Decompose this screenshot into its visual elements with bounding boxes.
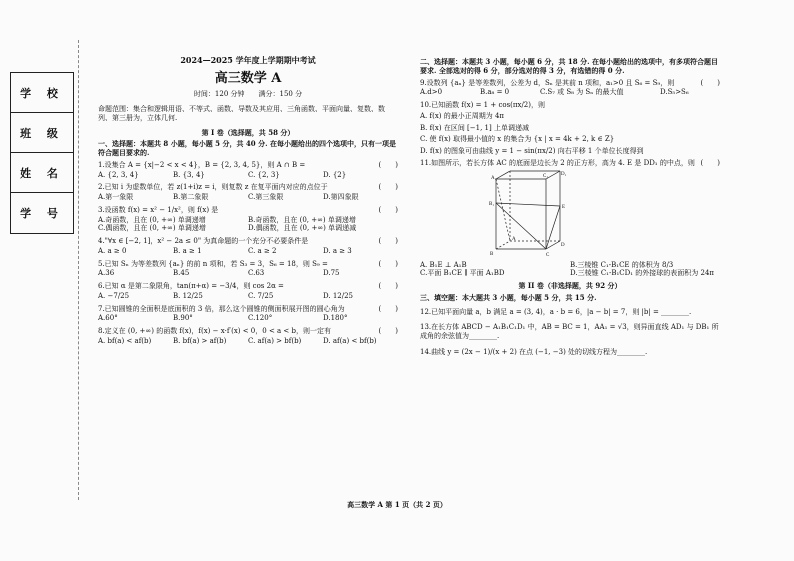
cuboid-diagram <box>488 169 568 259</box>
option-b: B. {3, 4} <box>173 170 205 179</box>
student-id-label: 学 号 <box>20 206 64 220</box>
label-a: A <box>512 236 516 242</box>
option-a: A. f(x) 的最小正周期为 4π <box>420 111 505 120</box>
option-a: A.奇函数，且在 (0, +∞) 单调递增 <box>98 215 206 224</box>
option-d: D. f(x) 的图象可由曲线 y = 1 − sin(πx/2) 向右平移 1 个单位长度得到 <box>420 147 644 155</box>
option-b: B. bf(a) > af(b) <box>173 336 227 345</box>
question-9-stem: 9.设数列 {aₙ} 是等差数列，公差为 d，Sₙ 是其前 n 项和，a₁>0 且 S₆ = S₉，则 <box>420 78 675 87</box>
question-10 <box>420 101 720 110</box>
question-stem: 1.设集合 A = {x|−2 < x < 4}，B = {2, 3, 4, 5}，则 A ∩ B = <box>98 160 306 169</box>
option-d: D.S₅>S₆ <box>660 88 689 97</box>
option-b: B. 12/25 <box>173 291 203 300</box>
option-d: D.偶函数，且在 (0, +∞) 单调递减 <box>248 224 357 233</box>
answer-paren: ( ) <box>378 183 398 192</box>
answer-paren: ( ) <box>378 205 398 214</box>
left-column <box>98 55 398 350</box>
name-label: 姓 名 <box>11 153 73 193</box>
option-a: A.36 <box>98 269 115 278</box>
question-stem: 6.已知 α 是第二象限角，tan(π+α) = −3/4，则 cos 2α = <box>98 282 284 290</box>
question-11-stem: 11.如图所示，若长方体 AC 的底面是边长为 2 的正方形，高为 4. E 是 DD₁ 的中点，则 <box>420 158 695 167</box>
exam-title: 2024—2025 学年度上学期期中考试 <box>180 55 316 65</box>
option-c: C.S₇ 或 S₈ 为 Sₙ 的最大值 <box>540 88 624 97</box>
question-stem: 4."∀x ∈ [−2, 1]，x² − 2a ≤ 0" 为真命题的一个充分不必要条件是 <box>98 237 309 245</box>
question-stem: 7.已知圆锥的全面积是底面积的 3 倍，那么这个圆锥的侧面积展开图的圆心角为 <box>98 304 345 313</box>
question-options <box>98 269 398 278</box>
answer-paren: ( ) <box>378 160 398 169</box>
option-b: B.三棱锥 C₁-B₁CE 的体积为 8/3 <box>570 260 674 269</box>
page-footer: 高三数学 A 第 1 页（共 2 页） <box>347 500 447 509</box>
question-14: 14.曲线 y = (2x − 1)/(x + 2) 在点 (−1, −3) 处的切线方程为________. <box>420 347 648 356</box>
option-c: C. {2, 3} <box>248 170 280 179</box>
option-d: D.75 <box>323 269 340 278</box>
option-d: D. a ≥ 3 <box>323 246 352 255</box>
option-b: B. f(x) 在区间 [−1, 1] 上单调递减 <box>420 123 529 132</box>
part1-title: 第 I 卷（选择题，共 58 分） <box>201 127 295 137</box>
question-4 <box>98 237 398 246</box>
option-c: C.第三象限 <box>248 193 284 201</box>
label-e: E <box>562 204 566 210</box>
option-d: D.第四象限 <box>323 193 359 201</box>
option-d: D. af(a) < bf(b) <box>323 336 377 345</box>
question-5 <box>98 260 398 269</box>
question-stem: 3.设函数 f(x) = x² − 1/x²，则 f(x) 是 <box>98 205 219 214</box>
option-c: C.63 <box>248 269 265 278</box>
option-c: C.120° <box>248 314 273 323</box>
label-d1: D₁ <box>561 171 567 177</box>
option-a: A. bf(a) < af(b) <box>98 336 152 345</box>
time-score: 时间：120 分钟 满分：150 分 <box>193 90 303 99</box>
option-a: A. a ≥ 0 <box>98 246 127 255</box>
option-c: C. 7/25 <box>248 291 274 300</box>
question-options <box>98 337 398 346</box>
option-a: A. −7/25 <box>98 291 130 300</box>
option-b: B. a ≥ 1 <box>173 246 202 255</box>
question-options <box>98 247 398 256</box>
answer-paren: ( ) <box>378 282 398 290</box>
option-d: D.180° <box>323 314 348 323</box>
option-d: D. {2} <box>323 170 347 179</box>
label-d: D <box>561 242 565 248</box>
section1-instructions: 一、选择题：本题共 8 小题，每小题 5 分，共 40 分. 在每小题给出的四个选项中，只有一项是符合题目要求的. <box>98 139 396 157</box>
question-12: 12.已知平面向量 a，b 满足 a = (3, 4)，a · b = 6，|a − b| = 7，则 |b| = ________. <box>420 307 692 316</box>
option-d: D. 12/25 <box>323 291 353 300</box>
option-c: C.偶函数，且在 (0, +∞) 单调递增 <box>98 224 206 233</box>
question-10-stem: 10.已知函数 f(x) = 1 + cos(πx/2)，则 <box>420 101 545 109</box>
question-11 <box>420 159 720 168</box>
option-c: C. af(a) > bf(b) <box>248 336 302 345</box>
option-b: B.a₈ = 0 <box>480 88 510 97</box>
answer-paren: ( ) <box>378 259 398 268</box>
option-b: B.90° <box>173 314 193 323</box>
part2-title: 第 II 卷（非选择题，共 92 分） <box>518 281 622 290</box>
section3-instructions: 三、填空题：本大题共 3 小题，每小题 5 分，共 15 分. <box>420 292 597 302</box>
option-b: B.第二象限 <box>173 193 209 201</box>
subject-title: 高三数学 A <box>214 71 282 86</box>
question-stem: 5.已知 Sₙ 为等差数列 {aₙ} 的前 n 项和，若 S₃ = 3，S₆ = 18，则 S₉ = <box>98 259 328 268</box>
option-b: B.奇函数，且在 (0, +∞) 单调递增 <box>248 215 356 224</box>
question-options <box>98 216 398 234</box>
option-c: C. a ≥ 2 <box>248 246 277 255</box>
question-8 <box>98 327 398 336</box>
label-c: C <box>546 252 550 258</box>
option-a: A.d>0 <box>420 88 443 97</box>
option-a: A.第一象限 <box>98 193 134 201</box>
option-c: C.平面 B₁CE ∥ 平面 A₁BD <box>420 269 505 278</box>
question-3 <box>98 206 398 215</box>
question-options <box>98 292 398 301</box>
answer-paren: ( ) <box>378 327 398 335</box>
option-a: A. B₁E ⊥ A₁B <box>420 260 467 269</box>
label-b1: B₁ <box>489 201 495 207</box>
question-13: 13.在长方体 ABCD − A₁B₁C₁D₁ 中，AB = BC = 1，AA₁ = √3，则异面直线 AD₁ 与 DB₁ 所成角的余弦值为________. <box>420 323 719 340</box>
question-options <box>98 314 398 323</box>
exam-scope: 命题范围：集合和逻辑用语、不等式、函数、导数及其应用、三角函数、平面向量、复数、数列、第三册为，立体几何. <box>98 105 385 122</box>
student-info-box <box>10 72 74 234</box>
option-c: C. 使 f(x) 取得最小值的 x 的集合为 {x | x = 4k + 2, k ∈ Z} <box>420 135 615 144</box>
cuboid-figure <box>488 169 568 259</box>
option-d: D.三棱锥 C₁-B₁CD₁ 的外接球的表面积为 24π <box>570 269 715 278</box>
question-11-options <box>420 261 720 279</box>
option-a: A. {2, 3, 4} <box>98 170 139 179</box>
label-c1: C₁ <box>543 173 549 179</box>
question-9 <box>420 79 720 88</box>
question-7 <box>98 305 398 314</box>
question-options <box>98 193 398 202</box>
answer-paren: ( ) <box>378 304 398 313</box>
option-a: A.60° <box>98 314 118 323</box>
label-b: B <box>490 251 494 257</box>
question-2 <box>98 183 398 192</box>
label-a1: A₁ <box>491 175 497 181</box>
answer-paren: ( ) <box>700 78 720 87</box>
section2-instructions: 二、选择题：本题共 3 小题，每小题 6 分，共 18 分. 在每小题给出的选项中，有多项符合题目要求. 全部选对的得 6 分，部分选对的得 3 分，有选错的得 0 分. <box>420 57 718 75</box>
class-label: 班 级 <box>11 113 73 153</box>
question-6 <box>98 282 398 291</box>
question-options <box>98 171 398 180</box>
school-label: 学 校 <box>11 73 73 113</box>
answer-paren: ( ) <box>378 237 398 245</box>
answer-paren: ( ) <box>700 158 720 167</box>
question-stem: 2.已知 i 为虚数单位，若 z(1+i)z = i，则复数 z 在复平面内对应的点位于 <box>98 183 328 192</box>
right-column <box>420 55 720 364</box>
question-1 <box>98 161 398 170</box>
option-b: B.45 <box>173 269 190 278</box>
question-stem: 8.定义在 (0, +∞) 的函数 f(x)，f(x) − x·f′(x) < 0，0 < a < b，则一定有 <box>98 327 332 335</box>
question-9-options <box>420 88 720 97</box>
multiple-choice-questions <box>98 161 398 346</box>
binding-cut-line <box>78 40 79 500</box>
